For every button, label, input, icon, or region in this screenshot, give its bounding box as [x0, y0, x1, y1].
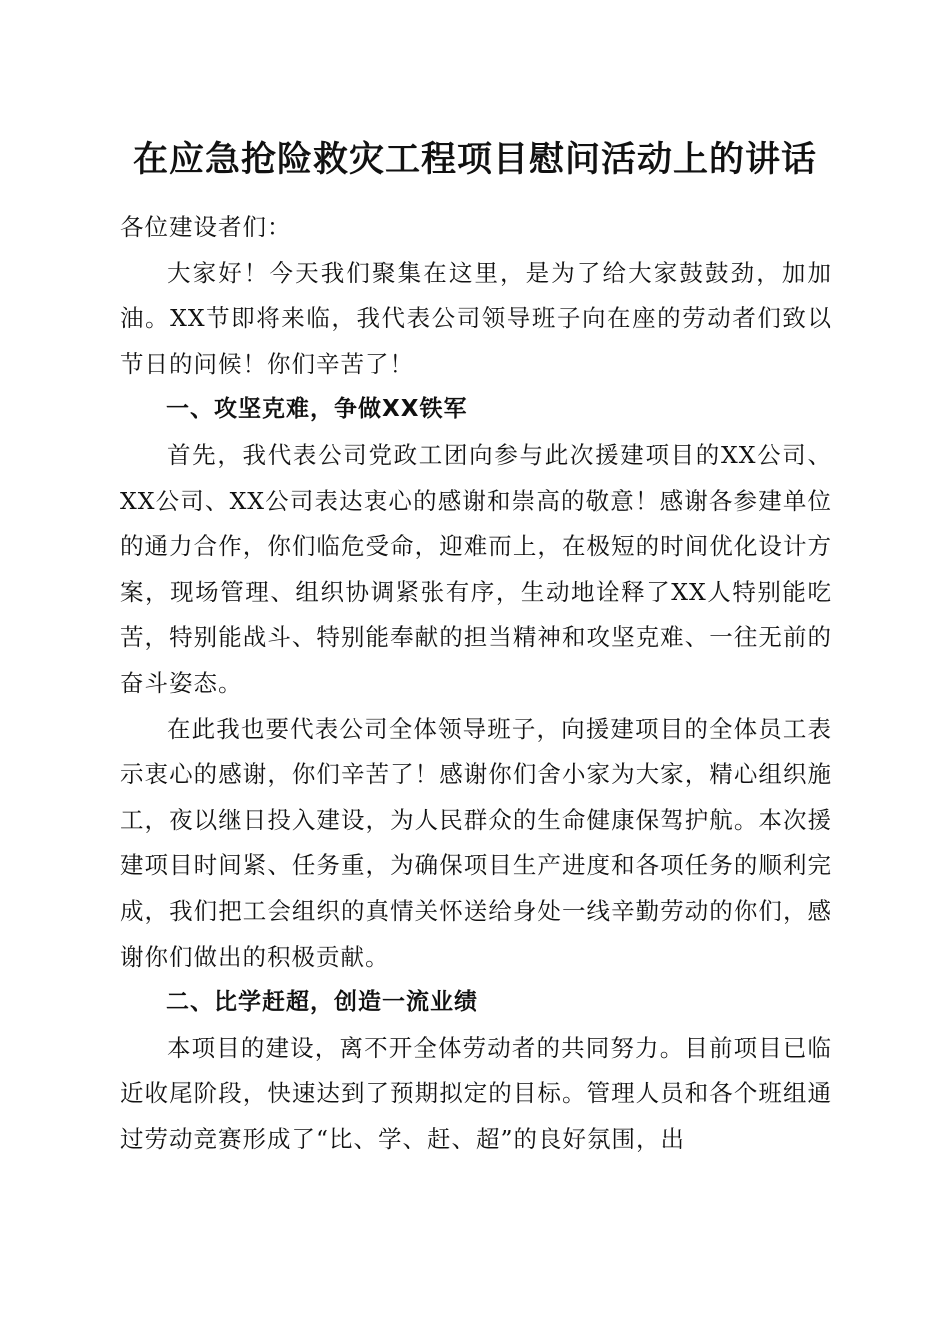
document-title: 在应急抢险救灾工程项目慰问活动上的讲话: [132, 139, 817, 180]
paragraph-thanks-staff: 在此我也要代表公司全体领导班子，向援建项目的全体员工表示衷心的感谢，你们辛苦了！感谢你们舍小家为大家，精心组织施工，夜以继日投入建设，为人民群众的生命健康保驾护航。本次援建项目时间紧、任务重，为确保项目生产进度和各项任务的顺利完成，我们把工会组织的真情关怀送给身处一线辛勤劳动的你们，感谢你们做出的积极贡献。: [120, 714, 832, 971]
paragraph-greeting: 大家好！今天我们聚集在这里，是为了给大家鼓鼓劲，加加油。XX节即将来临，我代表公司领导班子向在座的劳动者们致以节日的问候！你们辛苦了！: [120, 258, 832, 378]
paragraph-thanks-companies: 首先，我代表公司党政工团向参与此次援建项目的XX公司、XX公司、XX公司表达衷心的感谢和崇高的敬意！感谢各参建单位的通力合作，你们临危受命，迎难而上，在极短的时间优化设计方案，现场管理、组织协调紧张有序，生动地诠释了XX人特别能吃苦，特别能战斗、特别能奉献的担当精神和攻坚克难、一往无前的奋斗姿态。: [120, 440, 832, 697]
document-body: [120, 205, 832, 1162]
section-heading-2: 二、比学赶超，创造一流业绩: [166, 989, 478, 1016]
paragraph-progress: 本项目的建设，离不开全体劳动者的共同努力。目前项目已临近收尾阶段，快速达到了预期拟定的目标。管理人员和各个班组通过劳动竞赛形成了“比、学、赶、超”的良好氛围，出: [120, 1033, 832, 1153]
salutation: 各位建设者们：: [120, 213, 292, 241]
section-heading-1: 一、攻坚克难，争做XX铁军: [166, 396, 468, 423]
